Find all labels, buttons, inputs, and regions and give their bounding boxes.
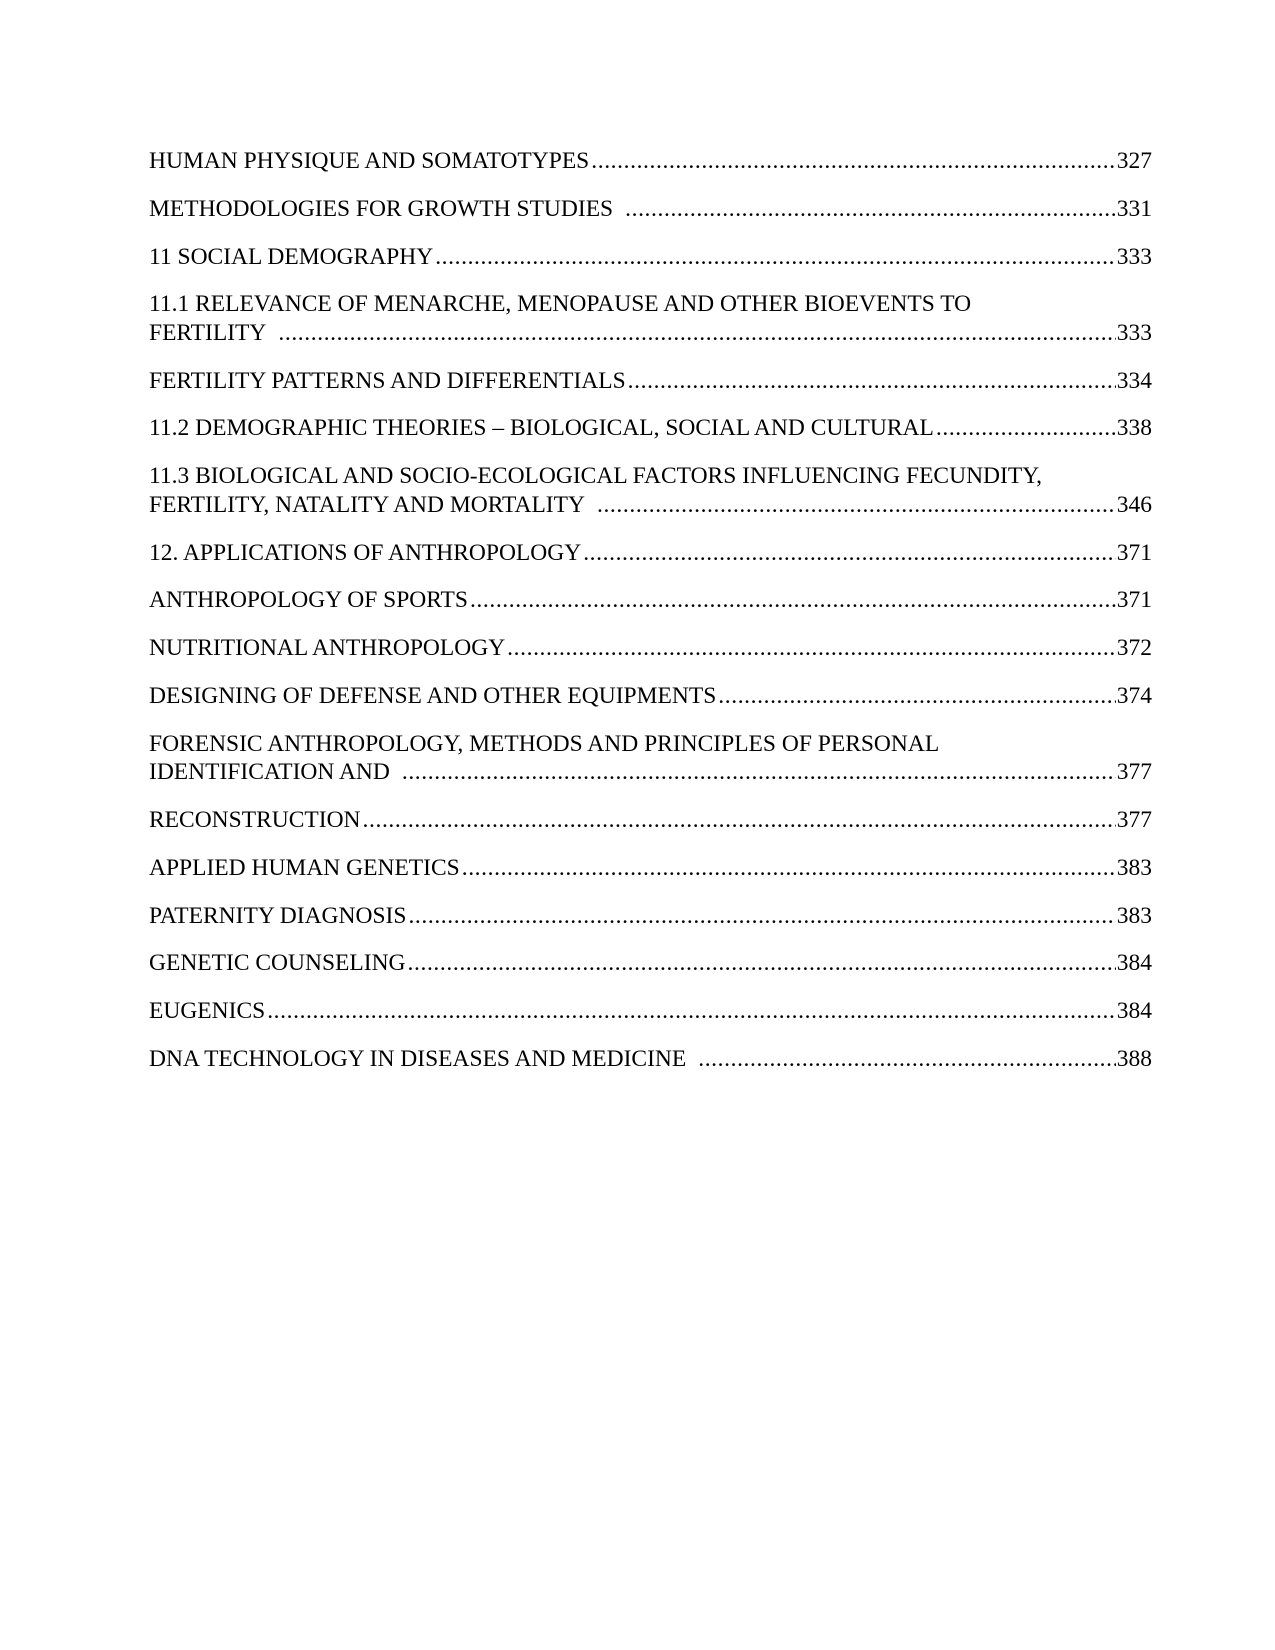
toc-entry-page: 377: [1116, 807, 1152, 834]
toc-entry-title: FERTILITY, NATALITY AND MORTALITY: [149, 491, 585, 518]
toc-entry-title: GENETIC COUNSELING: [149, 950, 406, 977]
dot-leader: [597, 491, 1116, 520]
dot-leader: [718, 682, 1115, 711]
toc-entry-row: [149, 195, 1152, 224]
toc-entry-row: [149, 319, 1152, 348]
toc-entry-row: [149, 243, 1152, 272]
toc-entry-title: 12. APPLICATIONS OF ANTHROPOLOGY: [149, 539, 582, 566]
toc-entry-title: DNA TECHNOLOGY IN DISEASES AND MEDICINE: [149, 1046, 687, 1073]
toc-entry-page: 384: [1116, 998, 1152, 1025]
dot-leader: [278, 319, 1115, 348]
toc-entry-page: 383: [1116, 902, 1152, 929]
dot-leader: [408, 949, 1116, 978]
toc-entry-title: ANTHROPOLOGY OF SPORTS: [149, 587, 468, 614]
toc-entry-row: [149, 997, 1152, 1026]
toc-entry-title: NUTRITIONAL ANTHROPOLOGY: [149, 635, 506, 662]
toc-entry-row: [149, 147, 1152, 176]
toc-entry-row: [149, 586, 1152, 615]
toc-entry-row: [149, 758, 1152, 787]
dot-leader: [435, 243, 1116, 272]
toc-entry[interactable]: [149, 634, 1152, 663]
dot-leader: [363, 806, 1116, 835]
toc-entry-title: 11 SOCIAL DEMOGRAPHY: [149, 243, 434, 270]
toc-entry-title: APPLIED HUMAN GENETICS: [149, 854, 460, 881]
toc-entry[interactable]: [149, 243, 1152, 272]
toc-entry[interactable]: [149, 290, 1152, 347]
dot-leader: [583, 539, 1116, 568]
toc-entry-row: [149, 949, 1152, 978]
dot-leader: [698, 1045, 1116, 1074]
toc-entry[interactable]: [149, 147, 1152, 176]
toc-entry[interactable]: [149, 367, 1152, 396]
toc-entry-title-line1: 11.1 RELEVANCE OF MENARCHE, MENOPAUSE AND OTHER BIOEVENTS TO: [149, 291, 972, 318]
toc-entry-page: 334: [1116, 367, 1152, 394]
toc-entry-page: 383: [1116, 854, 1152, 881]
toc-entry-title: FERTILITY PATTERNS AND DIFFERENTIALS: [149, 367, 626, 394]
toc-entry[interactable]: [149, 949, 1152, 978]
toc-entry-page: 371: [1116, 587, 1152, 614]
toc-entry-title-line1: 11.3 BIOLOGICAL AND SOCIO-ECOLOGICAL FACTORS INFLUENCING FECUNDITY,: [149, 463, 1043, 490]
toc-entry-title: HUMAN PHYSIQUE AND SOMATOTYPES: [149, 148, 590, 174]
toc-entry-title: METHODOLOGIES FOR GROWTH STUDIES: [149, 195, 614, 222]
dot-leader: [628, 367, 1116, 396]
toc-entry-page: 377: [1116, 759, 1152, 786]
toc-entry-title: RECONSTRUCTION: [149, 807, 361, 834]
toc-entry-title: DESIGNING OF DEFENSE AND OTHER EQUIPMENTS: [149, 682, 717, 709]
toc-entry[interactable]: [149, 414, 1152, 443]
toc-entry[interactable]: [149, 902, 1152, 931]
toc-entry[interactable]: [149, 854, 1152, 883]
toc-entry-row: [149, 491, 1152, 520]
toc-entry[interactable]: [149, 195, 1152, 224]
table-of-contents: [149, 147, 1152, 1093]
toc-entry[interactable]: [149, 462, 1152, 519]
toc-entry-row: [149, 634, 1152, 663]
toc-entry-page: 327: [1116, 148, 1152, 174]
toc-entry-page: 374: [1116, 682, 1152, 709]
toc-entry-title: EUGENICS: [149, 998, 266, 1025]
dot-leader: [507, 634, 1116, 663]
toc-entry-page: 346: [1116, 491, 1152, 518]
toc-entry[interactable]: [149, 682, 1152, 711]
toc-entry-row: [149, 854, 1152, 883]
toc-entry-title: 11.2 DEMOGRAPHIC THEORIES – BIOLOGICAL, SOCIAL AND CULTURAL: [149, 415, 934, 442]
toc-entry-row: [149, 367, 1152, 396]
toc-entry-page: 371: [1116, 539, 1152, 566]
dot-leader: [470, 586, 1116, 615]
toc-entry-row: [149, 682, 1152, 711]
dot-leader: [591, 147, 1116, 176]
dot-leader: [408, 902, 1115, 931]
toc-entry-row: [149, 414, 1152, 443]
toc-entry-title: PATERNITY DIAGNOSIS: [149, 902, 407, 929]
dot-leader: [936, 414, 1116, 443]
toc-entry-page: 388: [1116, 1046, 1152, 1073]
toc-entry[interactable]: [149, 1045, 1152, 1074]
toc-entry-title: IDENTIFICATION AND: [149, 759, 390, 786]
toc-entry-page: 333: [1116, 319, 1152, 346]
toc-entry[interactable]: [149, 730, 1152, 787]
toc-entry-title-line1: FORENSIC ANTHROPOLOGY, METHODS AND PRINCIPLES OF PERSONAL: [149, 730, 940, 757]
toc-entry-page: 331: [1116, 195, 1152, 222]
toc-entry[interactable]: [149, 806, 1152, 835]
toc-entry-row: [149, 902, 1152, 931]
toc-entry-row: [149, 1045, 1152, 1074]
toc-entry-page: 333: [1116, 243, 1152, 270]
toc-entry[interactable]: [149, 586, 1152, 615]
toc-entry-page: 372: [1116, 635, 1152, 662]
toc-entry[interactable]: [149, 997, 1152, 1026]
toc-entry-title: FERTILITY: [149, 319, 267, 346]
dot-leader: [402, 758, 1116, 787]
dot-leader: [462, 854, 1116, 883]
toc-entry-row: [149, 806, 1152, 835]
toc-entry-row: [149, 539, 1152, 568]
toc-entry[interactable]: [149, 539, 1152, 568]
toc-entry-page: 338: [1116, 415, 1152, 442]
dot-leader: [267, 997, 1116, 1026]
toc-entry-page: 384: [1116, 950, 1152, 977]
dot-leader: [625, 195, 1116, 224]
